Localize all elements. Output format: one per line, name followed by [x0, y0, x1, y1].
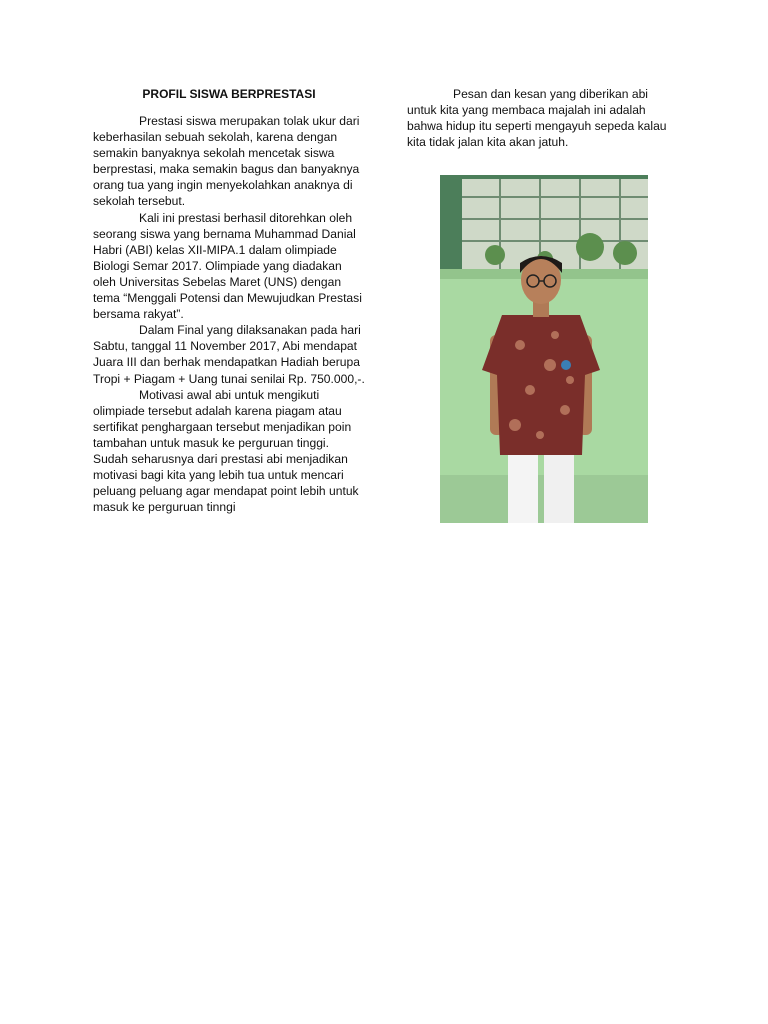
article-paragraph-2: Kali ini prestasi berhasil ditorehkan oleh seorang siswa yang bernama Muhammad Danial Habri (ABI) kelas XII-MIPA.1 dalam olimpiade Biologi Semar 2017. Olimpiade yang diadakan oleh Universitas Sebelas Maret (UNS) dengan tema “Menggali Potensi dan Mewujudkan Prestasi bersama rakyat”. — [93, 210, 362, 322]
article-paragraph-3: Dalam Final yang dilaksanakan pada hari Sabtu, tanggal 11 November 2017, Abi mendapat Juara III dan berhak mendapatkan Hadiah berupa Tropi + Piagam + Uang tunai senilai Rp. 750.000,-. — [93, 323, 365, 386]
article-right-column — [407, 86, 677, 150]
article-closing-paragraph: Pesan dan kesan yang diberikan abi untuk kita yang membaca majalah ini adalah bahwa hidup itu seperti mengayuh sepeda kalau kita tidak jalan kita akan jatuh. — [407, 87, 667, 150]
article-title: PROFIL SISWA BERPRESTASI — [142, 87, 316, 101]
article-paragraph-1: Prestasi siswa merupakan tolak ukur dari keberhasilan sebuah sekolah, karena dengan semakin banyaknya sekolah mencetak siswa berprestasi, maka semakin bagus dan banyaknya orang tua yang ingin menyekolahkan anaknya di sekolah tersebut. — [93, 114, 360, 209]
student-photo — [440, 175, 648, 523]
article-paragraph-4: Motivasi awal abi untuk mengikuti olimpiade tersebut adalah karena piagam atau sertifikat penghargaan tersebut menjadikan poin tambahan untuk masuk ke perguruan tinggi. Sudah seharusnya dari prestasi abi menjadikan motivasi bagi kita yang lebih tua untuk mencari peluang peluang agar mendapat point lebih untuk masuk ke perguruan tinngi — [93, 387, 359, 515]
article-left-column — [93, 86, 365, 515]
student-photo-illustration — [440, 175, 648, 523]
